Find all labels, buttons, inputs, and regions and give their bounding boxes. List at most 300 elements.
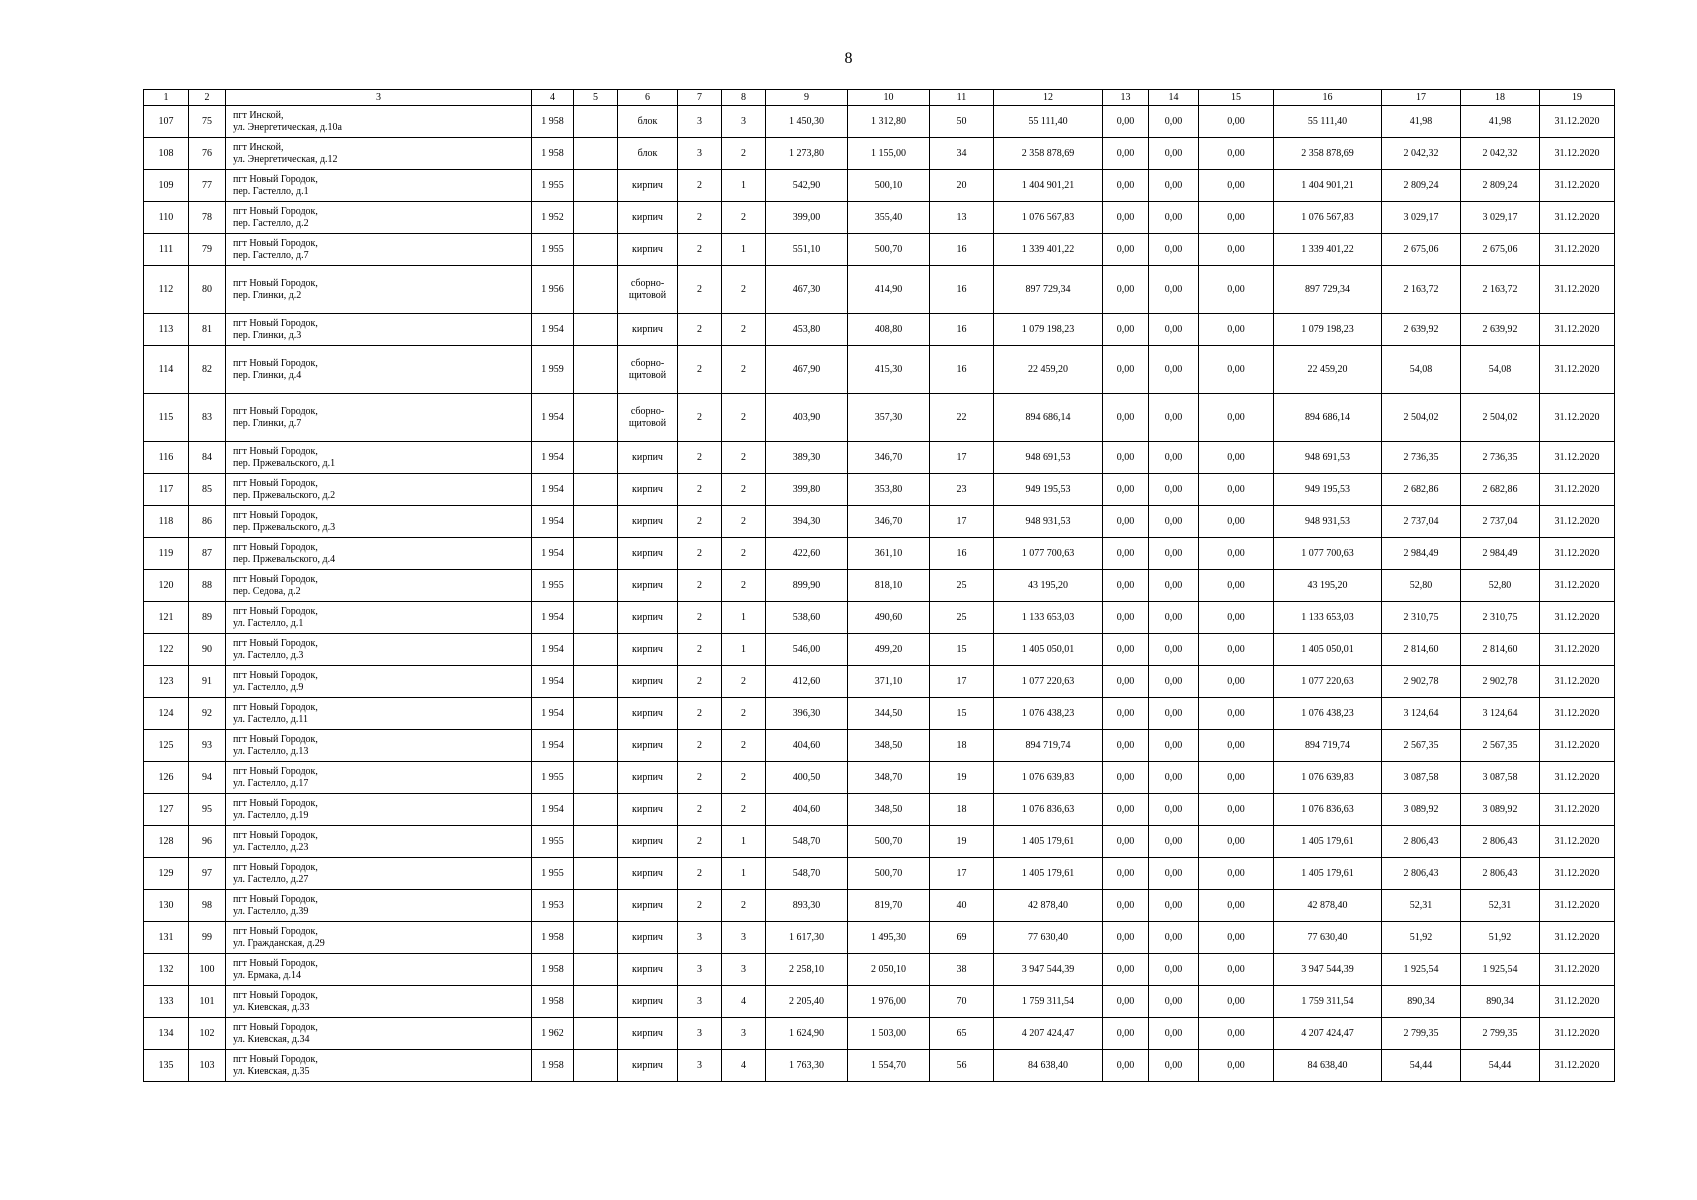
- table-cell: 2: [678, 170, 722, 202]
- table-cell: 394,30: [766, 506, 848, 538]
- table-cell: 361,10: [848, 538, 930, 570]
- table-cell: [574, 234, 618, 266]
- table-cell: 2 358 878,69: [1274, 138, 1382, 170]
- table-cell: 0,00: [1149, 826, 1199, 858]
- table-cell: 126: [144, 762, 189, 794]
- table-cell: 0,00: [1103, 394, 1149, 442]
- table-cell: 2 567,35: [1382, 730, 1461, 762]
- table-cell: 2: [678, 394, 722, 442]
- table-cell: 87: [189, 538, 226, 570]
- table-cell: 93: [189, 730, 226, 762]
- table-cell: кирпич: [618, 890, 678, 922]
- table-cell: 2: [722, 570, 766, 602]
- table-cell: 2 902,78: [1461, 666, 1540, 698]
- table-cell: 0,00: [1149, 634, 1199, 666]
- table-cell: [574, 986, 618, 1018]
- table-cell: 84 638,40: [994, 1050, 1103, 1082]
- table-cell: 0,00: [1149, 890, 1199, 922]
- table-cell: 1 076 639,83: [1274, 762, 1382, 794]
- table-row: [144, 1018, 1615, 1050]
- table-cell: 43 195,20: [1274, 570, 1382, 602]
- table-cell: 348,50: [848, 730, 930, 762]
- table-cell: 897 729,34: [1274, 266, 1382, 314]
- table-cell: 31.12.2020: [1540, 922, 1615, 954]
- table-cell: 1 958: [532, 954, 574, 986]
- table-cell: 135: [144, 1050, 189, 1082]
- table-cell: 2 682,86: [1461, 474, 1540, 506]
- table-cell: 1 956: [532, 266, 574, 314]
- address-cell: пгт Новый Городок, ул. Гастелло, д.27: [226, 858, 532, 890]
- table-cell: 40: [930, 890, 994, 922]
- table-cell: 0,00: [1199, 314, 1274, 346]
- table-cell: 1 079 198,23: [994, 314, 1103, 346]
- table-cell: [574, 442, 618, 474]
- table-cell: 83: [189, 394, 226, 442]
- table-cell: 551,10: [766, 234, 848, 266]
- table-cell: 1 955: [532, 762, 574, 794]
- table-cell: 2 736,35: [1382, 442, 1461, 474]
- table-cell: кирпич: [618, 922, 678, 954]
- table-cell: 2: [722, 538, 766, 570]
- table-cell: 949 195,53: [1274, 474, 1382, 506]
- table-cell: 3: [678, 138, 722, 170]
- table-cell: 0,00: [1199, 1050, 1274, 1082]
- table-cell: 1 076 438,23: [994, 698, 1103, 730]
- table-cell: 51,92: [1461, 922, 1540, 954]
- table-cell: 0,00: [1149, 570, 1199, 602]
- table-cell: 20: [930, 170, 994, 202]
- table-cell: 2: [722, 442, 766, 474]
- table-cell: 34: [930, 138, 994, 170]
- table-cell: 2 358 878,69: [994, 138, 1103, 170]
- table-cell: 348,50: [848, 794, 930, 826]
- table-cell: сборно- щитовой: [618, 394, 678, 442]
- table-cell: 0,00: [1103, 922, 1149, 954]
- column-header: 7: [678, 90, 722, 106]
- table-cell: 1 624,90: [766, 1018, 848, 1050]
- table-cell: 2 809,24: [1382, 170, 1461, 202]
- table-cell: 3: [722, 922, 766, 954]
- table-row: [144, 570, 1615, 602]
- table-cell: 55 111,40: [994, 106, 1103, 138]
- table-cell: 1 273,80: [766, 138, 848, 170]
- table-cell: 3: [678, 954, 722, 986]
- table-cell: 127: [144, 794, 189, 826]
- table-cell: 22 459,20: [1274, 346, 1382, 394]
- table-cell: 109: [144, 170, 189, 202]
- table-cell: 1 954: [532, 666, 574, 698]
- table-cell: 467,90: [766, 346, 848, 394]
- table-cell: 1 954: [532, 442, 574, 474]
- table-cell: 894 686,14: [994, 394, 1103, 442]
- table-cell: 3 947 544,39: [1274, 954, 1382, 986]
- table-cell: 0,00: [1199, 202, 1274, 234]
- table-cell: 23: [930, 474, 994, 506]
- table-cell: 2: [722, 394, 766, 442]
- table-cell: кирпич: [618, 762, 678, 794]
- table-cell: 0,00: [1199, 538, 1274, 570]
- table-cell: 2: [678, 890, 722, 922]
- table-cell: [574, 634, 618, 666]
- column-header: 10: [848, 90, 930, 106]
- address-cell: пгт Новый Городок, ул. Гастелло, д.17: [226, 762, 532, 794]
- table-cell: 77 630,40: [994, 922, 1103, 954]
- table-cell: 2: [678, 314, 722, 346]
- table-cell: 1 759 311,54: [1274, 986, 1382, 1018]
- header-row: [144, 90, 1615, 106]
- address-cell: пгт Инской, ул. Энергетическая, д.12: [226, 138, 532, 170]
- table-cell: блок: [618, 138, 678, 170]
- table-cell: 0,00: [1199, 234, 1274, 266]
- table-cell: 22 459,20: [994, 346, 1103, 394]
- table-cell: 52,80: [1461, 570, 1540, 602]
- table-row: [144, 698, 1615, 730]
- table-cell: 123: [144, 666, 189, 698]
- table-cell: 31.12.2020: [1540, 442, 1615, 474]
- table-cell: 403,90: [766, 394, 848, 442]
- table-cell: 0,00: [1103, 794, 1149, 826]
- table-cell: [574, 538, 618, 570]
- table-cell: [574, 698, 618, 730]
- table-cell: 819,70: [848, 890, 930, 922]
- table-row: [144, 826, 1615, 858]
- table-cell: 1: [722, 826, 766, 858]
- table-cell: 0,00: [1199, 634, 1274, 666]
- table-cell: кирпич: [618, 826, 678, 858]
- table-cell: 0,00: [1103, 890, 1149, 922]
- table-cell: 1 339 401,22: [994, 234, 1103, 266]
- address-cell: пгт Новый Городок, пер. Пржевальского, д.4: [226, 538, 532, 570]
- address-cell: пгт Новый Городок, пер. Гастелло, д.7: [226, 234, 532, 266]
- table-cell: [574, 202, 618, 234]
- table-cell: 0,00: [1199, 666, 1274, 698]
- table-cell: 16: [930, 314, 994, 346]
- table-cell: [574, 666, 618, 698]
- table-cell: 0,00: [1103, 762, 1149, 794]
- column-header: 16: [1274, 90, 1382, 106]
- table-cell: 31.12.2020: [1540, 106, 1615, 138]
- table-cell: 51,92: [1382, 922, 1461, 954]
- table-row: [144, 890, 1615, 922]
- table-cell: кирпич: [618, 202, 678, 234]
- table-cell: 1 925,54: [1461, 954, 1540, 986]
- table-cell: 42 878,40: [994, 890, 1103, 922]
- table-cell: [574, 394, 618, 442]
- table-cell: 80: [189, 266, 226, 314]
- table-cell: 76: [189, 138, 226, 170]
- table-cell: 1 404 901,21: [994, 170, 1103, 202]
- table-cell: 102: [189, 1018, 226, 1050]
- table-cell: 0,00: [1103, 442, 1149, 474]
- table-cell: 412,60: [766, 666, 848, 698]
- address-cell: пгт Новый Городок, ул. Киевская, д.34: [226, 1018, 532, 1050]
- table-cell: 1 404 901,21: [1274, 170, 1382, 202]
- table-cell: 0,00: [1199, 986, 1274, 1018]
- table-cell: 3 029,17: [1461, 202, 1540, 234]
- table-cell: 2 814,60: [1382, 634, 1461, 666]
- table-cell: 371,10: [848, 666, 930, 698]
- table-cell: 0,00: [1103, 858, 1149, 890]
- table-row: [144, 794, 1615, 826]
- table-row: [144, 234, 1615, 266]
- table-cell: 2: [722, 698, 766, 730]
- table-cell: 125: [144, 730, 189, 762]
- table-cell: 108: [144, 138, 189, 170]
- table-cell: 2: [678, 762, 722, 794]
- table-cell: 3 124,64: [1461, 698, 1540, 730]
- table-cell: 31.12.2020: [1540, 314, 1615, 346]
- table-cell: 95: [189, 794, 226, 826]
- table-cell: 1 076 567,83: [994, 202, 1103, 234]
- table-cell: 1 958: [532, 106, 574, 138]
- table-cell: 3: [722, 954, 766, 986]
- table-cell: 1 954: [532, 314, 574, 346]
- table-cell: 0,00: [1149, 954, 1199, 986]
- table-cell: 1 405 050,01: [1274, 634, 1382, 666]
- table-cell: 0,00: [1149, 234, 1199, 266]
- table-cell: 1 076 639,83: [994, 762, 1103, 794]
- table-cell: 25: [930, 602, 994, 634]
- table-cell: 1 405 179,61: [994, 826, 1103, 858]
- table-cell: 0,00: [1199, 138, 1274, 170]
- table-cell: 2 310,75: [1382, 602, 1461, 634]
- table-cell: 0,00: [1149, 1018, 1199, 1050]
- table-cell: 101: [189, 986, 226, 1018]
- table-cell: 0,00: [1103, 666, 1149, 698]
- table-cell: 1 954: [532, 538, 574, 570]
- table-cell: [574, 138, 618, 170]
- table-cell: 115: [144, 394, 189, 442]
- table-cell: 100: [189, 954, 226, 986]
- address-cell: пгт Новый Городок, пер. Гастелло, д.2: [226, 202, 532, 234]
- table-cell: 2: [678, 442, 722, 474]
- table-cell: 1 925,54: [1382, 954, 1461, 986]
- table-cell: 91: [189, 666, 226, 698]
- table-cell: 1 954: [532, 506, 574, 538]
- table-cell: 1 759 311,54: [994, 986, 1103, 1018]
- table-cell: 0,00: [1149, 1050, 1199, 1082]
- table-cell: 17: [930, 442, 994, 474]
- table-cell: 70: [930, 986, 994, 1018]
- table-cell: 2 310,75: [1461, 602, 1540, 634]
- table-cell: кирпич: [618, 170, 678, 202]
- table-cell: 16: [930, 266, 994, 314]
- table-cell: 890,34: [1461, 986, 1540, 1018]
- table-cell: 98: [189, 890, 226, 922]
- table-cell: 548,70: [766, 826, 848, 858]
- table-cell: 132: [144, 954, 189, 986]
- table-cell: 113: [144, 314, 189, 346]
- table-cell: 129: [144, 858, 189, 890]
- table-cell: 0,00: [1149, 394, 1199, 442]
- table-cell: 0,00: [1149, 170, 1199, 202]
- table-cell: 1 077 220,63: [1274, 666, 1382, 698]
- table-cell: 389,30: [766, 442, 848, 474]
- table-cell: 399,00: [766, 202, 848, 234]
- table-cell: 0,00: [1103, 202, 1149, 234]
- table-cell: [574, 1018, 618, 1050]
- table-cell: 2 806,43: [1461, 826, 1540, 858]
- address-cell: пгт Новый Городок, ул. Гастелло, д.39: [226, 890, 532, 922]
- table-cell: 2: [678, 506, 722, 538]
- table-cell: 0,00: [1199, 570, 1274, 602]
- table-cell: 0,00: [1199, 394, 1274, 442]
- table-cell: 1 955: [532, 570, 574, 602]
- table-cell: 3 089,92: [1461, 794, 1540, 826]
- table-cell: 31.12.2020: [1540, 570, 1615, 602]
- column-header: 19: [1540, 90, 1615, 106]
- table-cell: 31.12.2020: [1540, 1018, 1615, 1050]
- address-cell: пгт Новый Городок, ул. Киевская, д.33: [226, 986, 532, 1018]
- table-row: [144, 986, 1615, 1018]
- table-cell: 1 076 836,63: [1274, 794, 1382, 826]
- table-cell: 1 955: [532, 170, 574, 202]
- table-cell: 893,30: [766, 890, 848, 922]
- table-cell: [574, 506, 618, 538]
- table-cell: 1 076 567,83: [1274, 202, 1382, 234]
- table-cell: 2: [678, 346, 722, 394]
- table-cell: 1 955: [532, 234, 574, 266]
- table-cell: 84: [189, 442, 226, 474]
- table-cell: 2: [722, 794, 766, 826]
- address-cell: пгт Новый Городок, пер. Седова, д.2: [226, 570, 532, 602]
- table-cell: 0,00: [1103, 570, 1149, 602]
- column-header: 3: [226, 90, 532, 106]
- table-cell: 346,70: [848, 442, 930, 474]
- table-cell: 31.12.2020: [1540, 474, 1615, 506]
- table-cell: 69: [930, 922, 994, 954]
- table-cell: 353,80: [848, 474, 930, 506]
- table-cell: 2 675,06: [1461, 234, 1540, 266]
- table-cell: 0,00: [1103, 346, 1149, 394]
- table-row: [144, 442, 1615, 474]
- table-cell: 399,80: [766, 474, 848, 506]
- table-cell: 2: [678, 266, 722, 314]
- table-cell: 31.12.2020: [1540, 602, 1615, 634]
- table-cell: 0,00: [1103, 138, 1149, 170]
- table-cell: 2 504,02: [1382, 394, 1461, 442]
- table-cell: кирпич: [618, 794, 678, 826]
- table-cell: 1 954: [532, 794, 574, 826]
- column-header: 1: [144, 90, 189, 106]
- table-cell: 13: [930, 202, 994, 234]
- table-cell: [574, 314, 618, 346]
- table-cell: 96: [189, 826, 226, 858]
- table-cell: 3 029,17: [1382, 202, 1461, 234]
- table-cell: 2: [722, 762, 766, 794]
- table-row: [144, 762, 1615, 794]
- table-cell: 2: [722, 138, 766, 170]
- table-cell: 2 163,72: [1461, 266, 1540, 314]
- table-cell: 3: [678, 1050, 722, 1082]
- table-cell: 114: [144, 346, 189, 394]
- table-cell: 1 763,30: [766, 1050, 848, 1082]
- table-cell: 31.12.2020: [1540, 266, 1615, 314]
- table-cell: 134: [144, 1018, 189, 1050]
- table-cell: 4: [722, 986, 766, 1018]
- table-cell: 2 042,32: [1461, 138, 1540, 170]
- table-cell: 400,50: [766, 762, 848, 794]
- table-row: [144, 954, 1615, 986]
- table-cell: 1 339 401,22: [1274, 234, 1382, 266]
- table-cell: 82: [189, 346, 226, 394]
- table-cell: 1 953: [532, 890, 574, 922]
- table-cell: 75: [189, 106, 226, 138]
- table-cell: 119: [144, 538, 189, 570]
- table-cell: 41,98: [1461, 106, 1540, 138]
- table-cell: 2: [678, 698, 722, 730]
- table-cell: 1 617,30: [766, 922, 848, 954]
- table-cell: 1 079 198,23: [1274, 314, 1382, 346]
- table-cell: 1 503,00: [848, 1018, 930, 1050]
- table-cell: 1 076 438,23: [1274, 698, 1382, 730]
- table-cell: 15: [930, 634, 994, 666]
- table-cell: 1 962: [532, 1018, 574, 1050]
- table-cell: 0,00: [1149, 698, 1199, 730]
- table-cell: кирпич: [618, 1050, 678, 1082]
- table-cell: 0,00: [1199, 442, 1274, 474]
- table-cell: 948 931,53: [994, 506, 1103, 538]
- table-cell: 2 984,49: [1382, 538, 1461, 570]
- table-cell: 55 111,40: [1274, 106, 1382, 138]
- table-cell: 2: [678, 666, 722, 698]
- table-cell: 86: [189, 506, 226, 538]
- page-number: 8: [844, 50, 853, 67]
- table-cell: 19: [930, 762, 994, 794]
- table-cell: 0,00: [1103, 1018, 1149, 1050]
- table-cell: 0,00: [1103, 826, 1149, 858]
- address-cell: пгт Новый Городок, пер. Пржевальского, д.1: [226, 442, 532, 474]
- table-cell: 1 077 220,63: [994, 666, 1103, 698]
- table-cell: 2: [678, 202, 722, 234]
- table-cell: 110: [144, 202, 189, 234]
- table-cell: 1 954: [532, 730, 574, 762]
- column-header: 15: [1199, 90, 1274, 106]
- table-cell: 408,80: [848, 314, 930, 346]
- table-cell: 54,08: [1461, 346, 1540, 394]
- table-cell: 0,00: [1103, 506, 1149, 538]
- table-cell: 31.12.2020: [1540, 634, 1615, 666]
- table-cell: 56: [930, 1050, 994, 1082]
- table-cell: 31.12.2020: [1540, 954, 1615, 986]
- table-row: [144, 202, 1615, 234]
- table-row: [144, 666, 1615, 698]
- column-header: 14: [1149, 90, 1199, 106]
- table-cell: 2: [678, 538, 722, 570]
- table-cell: 355,40: [848, 202, 930, 234]
- address-cell: пгт Новый Городок, пер. Гастелло, д.1: [226, 170, 532, 202]
- table-cell: 500,70: [848, 858, 930, 890]
- table-cell: 3 124,64: [1382, 698, 1461, 730]
- table-cell: 107: [144, 106, 189, 138]
- table-cell: 31.12.2020: [1540, 202, 1615, 234]
- column-header: 11: [930, 90, 994, 106]
- table-cell: 116: [144, 442, 189, 474]
- table-cell: 97: [189, 858, 226, 890]
- table-cell: 0,00: [1149, 794, 1199, 826]
- table-cell: 0,00: [1103, 602, 1149, 634]
- table-cell: 890,34: [1382, 986, 1461, 1018]
- address-cell: пгт Новый Городок, ул. Гастелло, д.3: [226, 634, 532, 666]
- table-cell: 3 087,58: [1461, 762, 1540, 794]
- table-cell: 4: [722, 1050, 766, 1082]
- table-cell: 65: [930, 1018, 994, 1050]
- table-cell: 404,60: [766, 730, 848, 762]
- table-row: [144, 506, 1615, 538]
- table-cell: 19: [930, 826, 994, 858]
- table-cell: 81: [189, 314, 226, 346]
- table-cell: 118: [144, 506, 189, 538]
